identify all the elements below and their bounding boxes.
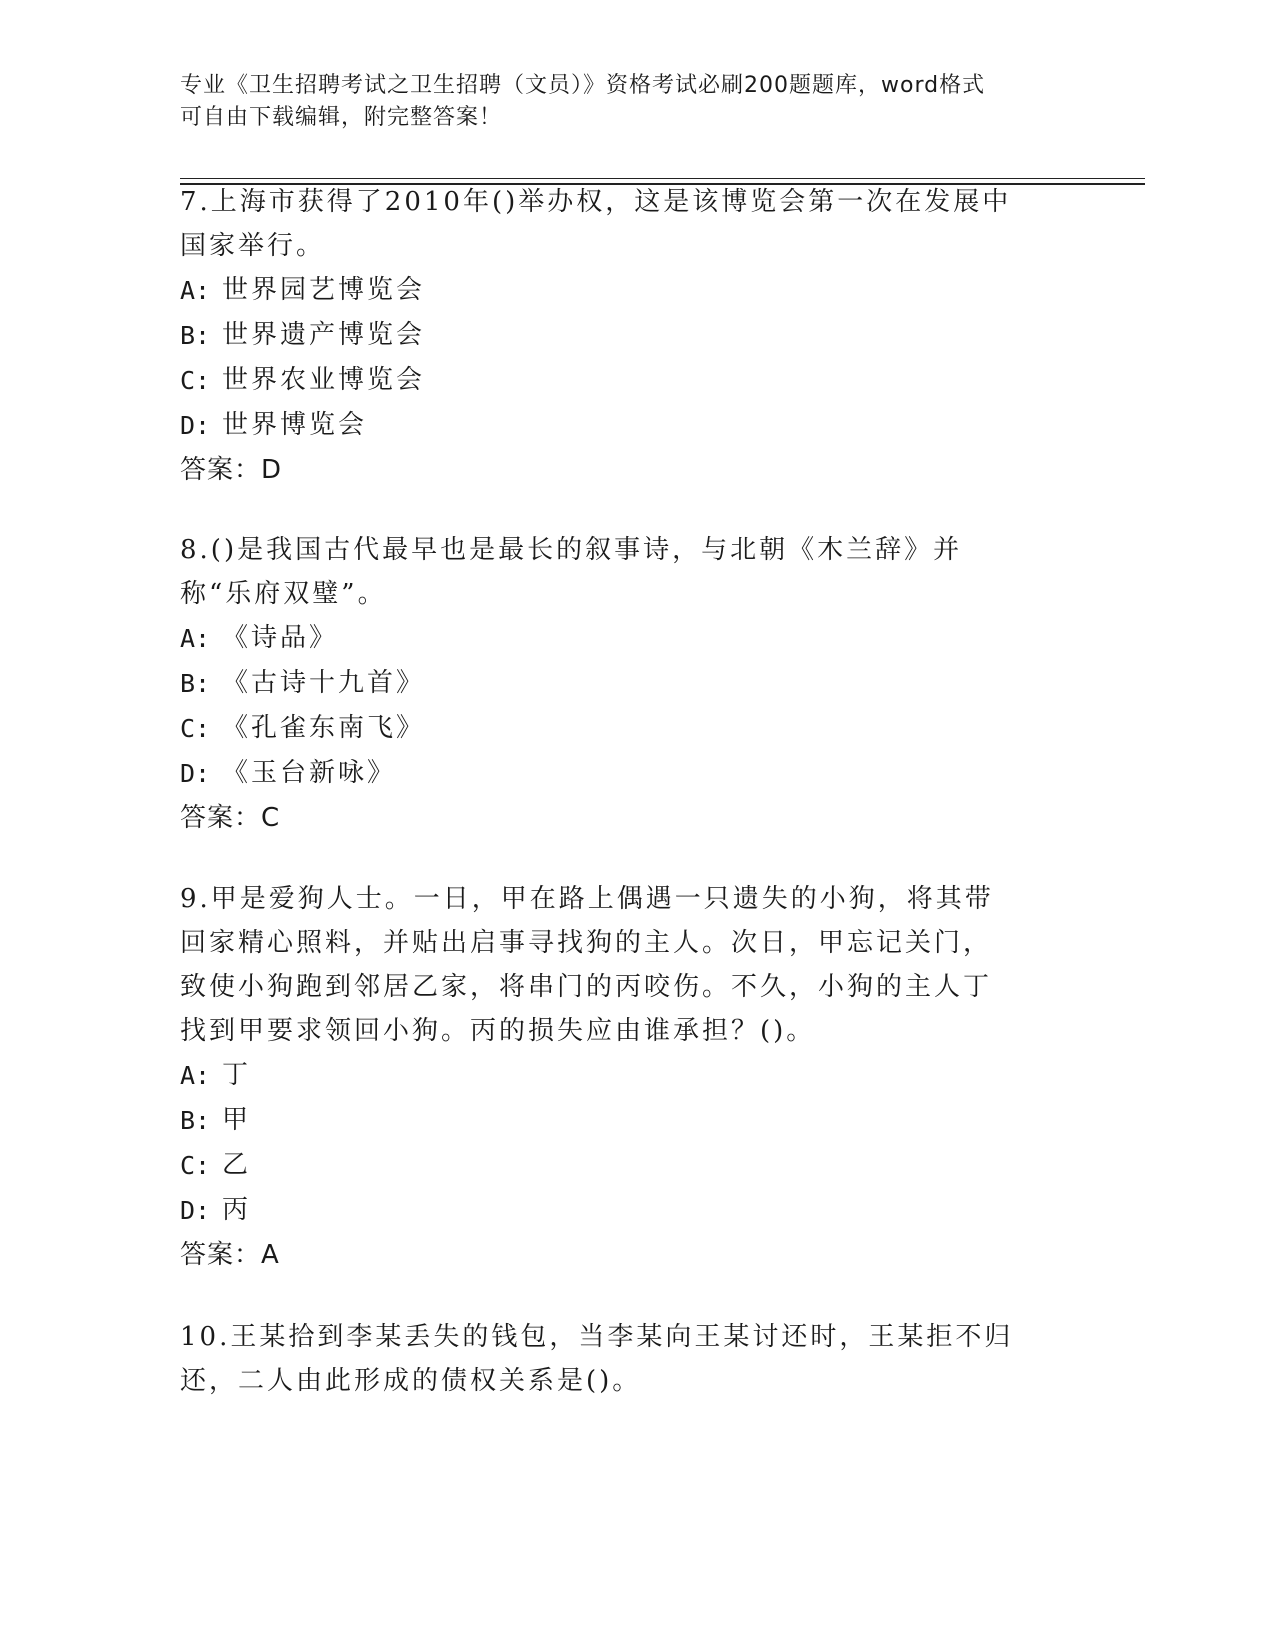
option-text: 甲 bbox=[222, 1105, 252, 1135]
question-9-option-c[interactable] bbox=[180, 1143, 1080, 1188]
question-8-option-b[interactable] bbox=[180, 661, 1080, 706]
option-letter: C: bbox=[180, 714, 211, 743]
question-8-text: 8.()是我国古代最早也是最长的叙事诗，与北朝《木兰辞》并称“乐府双璧”。 bbox=[180, 535, 963, 609]
header-divider-thin bbox=[180, 178, 1145, 179]
option-text: 世界博览会 bbox=[222, 410, 368, 440]
option-text: 《玉台新咏》 bbox=[222, 758, 397, 788]
option-text: 《古诗十九首》 bbox=[222, 668, 426, 698]
option-text: 世界园艺博览会 bbox=[222, 275, 426, 305]
option-letter: B: bbox=[180, 1106, 211, 1135]
question-8-option-a[interactable] bbox=[180, 616, 1080, 661]
question-7-option-c[interactable] bbox=[180, 358, 1080, 403]
option-letter: A: bbox=[180, 276, 211, 305]
option-text: 《诗品》 bbox=[222, 623, 339, 653]
option-letter: B: bbox=[180, 669, 211, 698]
option-text: 世界农业博览会 bbox=[222, 365, 426, 395]
option-letter: D: bbox=[180, 411, 211, 440]
option-text: 乙 bbox=[222, 1150, 252, 1180]
option-letter: B: bbox=[180, 321, 211, 350]
question-9-option-b[interactable] bbox=[180, 1098, 1080, 1143]
option-text: 丙 bbox=[222, 1195, 252, 1225]
header-line-1: 专业《卫生招聘考试之卫生招聘（文员）》资格考试必刷200题题库，word格式 bbox=[180, 73, 986, 98]
question-7 bbox=[180, 180, 1080, 492]
question-9-option-a[interactable] bbox=[180, 1053, 1080, 1098]
question-7-option-b[interactable] bbox=[180, 313, 1080, 358]
question-10 bbox=[180, 1315, 1080, 1403]
option-letter: D: bbox=[180, 1196, 211, 1225]
question-7-answer: 答案：D bbox=[180, 455, 283, 485]
question-9-option-d[interactable] bbox=[180, 1188, 1080, 1233]
option-letter: D: bbox=[180, 759, 211, 788]
question-7-option-a[interactable] bbox=[180, 268, 1080, 313]
question-10-text: 10.王某拾到李某丢失的钱包，当李某向王某讨还时，王某拒不归还，二人由此形成的债权关系是()。 bbox=[180, 1322, 1014, 1396]
question-9-text: 9.甲是爱狗人士。一日，甲在路上偶遇一只遗失的小狗，将其带回家精心照料，并贴出启事寻找狗的主人。次日，甲忘记关门，致使小狗跑到邻居乙家，将串门的丙咬伤。不久，小狗的主人丁找到甲要求领回小狗。丙的损失应由谁承担？()。 bbox=[180, 884, 994, 1046]
option-letter: A: bbox=[180, 1061, 211, 1090]
option-letter: C: bbox=[180, 1151, 211, 1180]
question-8-option-c[interactable] bbox=[180, 706, 1080, 751]
option-text: 世界遗产博览会 bbox=[222, 320, 426, 350]
question-9 bbox=[180, 877, 1080, 1277]
option-text: 丁 bbox=[222, 1060, 252, 1090]
question-8 bbox=[180, 528, 1080, 840]
option-text: 《孔雀东南飞》 bbox=[222, 713, 426, 743]
question-9-answer: 答案：A bbox=[180, 1240, 280, 1270]
option-letter: C: bbox=[180, 366, 211, 395]
question-8-option-d[interactable] bbox=[180, 751, 1080, 796]
header-line-2: 可自由下载编辑，附完整答案！ bbox=[180, 105, 503, 130]
question-7-option-d[interactable] bbox=[180, 403, 1080, 448]
question-8-answer: 答案：C bbox=[180, 803, 281, 833]
document-header bbox=[180, 70, 1060, 134]
question-7-text: 7.上海市获得了2010年()举办权，这是该博览会第一次在发展中国家举行。 bbox=[180, 187, 1012, 261]
option-letter: A: bbox=[180, 624, 211, 653]
